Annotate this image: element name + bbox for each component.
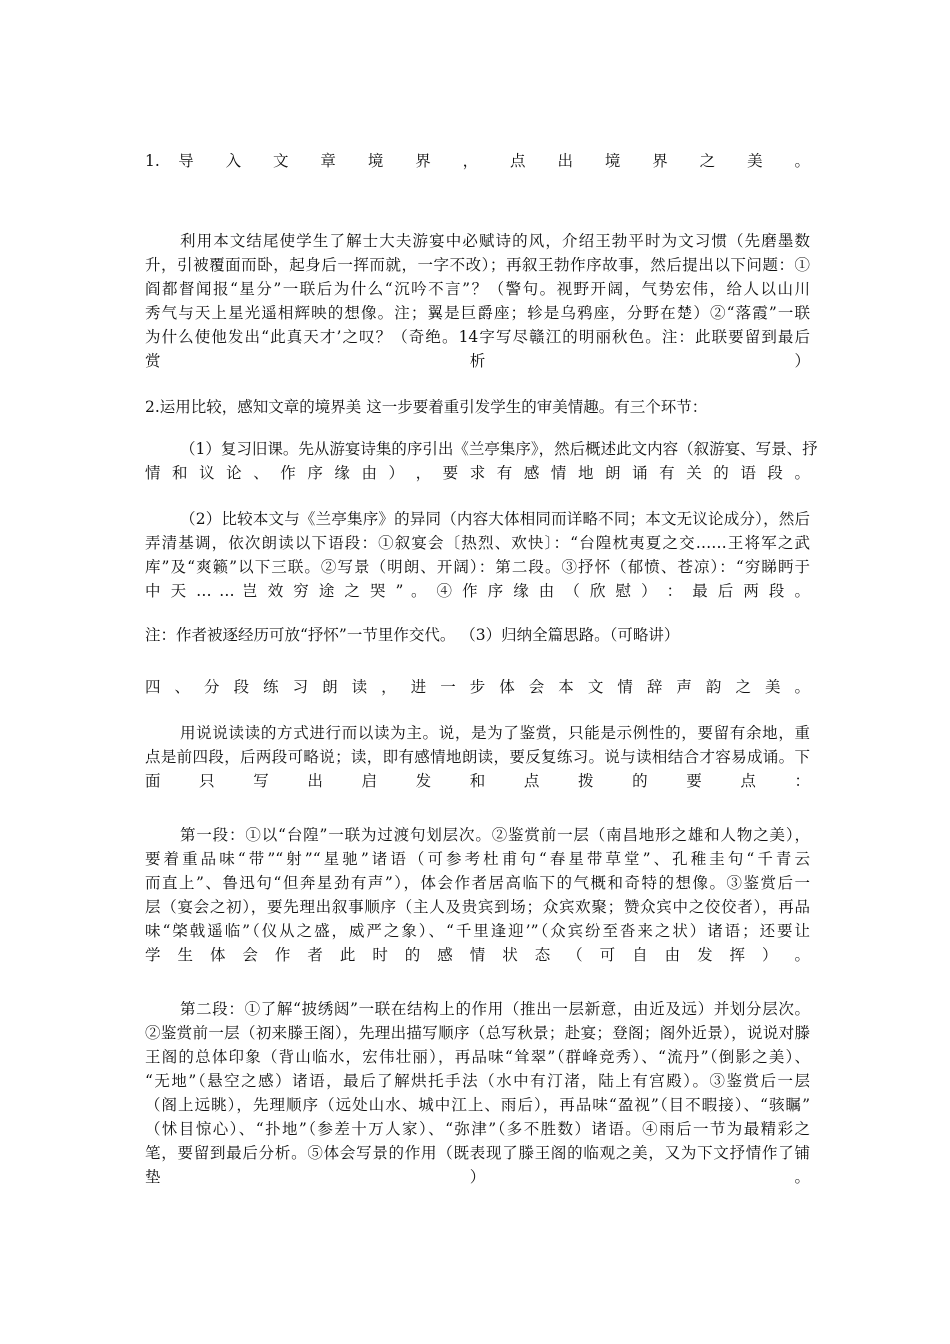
paragraph-line: 要着重品味“带”“射”“星驰”诸语（可参考杜甫句“春星带草堂”、孔稚圭句“千青云 xyxy=(145,850,810,868)
paragraph-line: 用说说读读的方式进行而以读为主。说，是为了鉴赏，只能是示例性的，要留有余地，重 xyxy=(180,724,810,742)
paragraph-line: 秀气与天上星光遥相辉映的想像。注；翼是巨爵座；轸是乌鸦座，分野在楚）②“落霞”一联 xyxy=(145,304,810,322)
paragraph-line: 升，引被覆面而卧，起身后一挥而就，一字不改）；再叙王勃作序故事，然后提出以下问题：① xyxy=(145,256,810,274)
paragraph-line: 王阁的总体印象（背山临水，宏伟壮丽），再品味“耸翠”（群峰竞秀）、“流丹”（倒影之美）、 xyxy=(145,1048,810,1066)
paragraph-line: 库”及“爽籁”以下三联。②写景（明朗、开阔）：第二段。③抒怀（郁愤、苍凉）：“穷睇眄于 xyxy=(145,558,810,576)
paragraph-line: 笔，要留到最后分析。⑤体会写景的作用（既表现了滕王阁的临观之美，又为下文抒情作了铺 xyxy=(145,1144,810,1162)
paragraph-line: （阁上远眺），先理顺序（远处山水、城中江上、雨后），再品味“盈视”（目不暇接）、“骇瞩” xyxy=(145,1096,810,1114)
paragraph-line: 学 生 体 会 作 者 此 时 的 感 情 状 态 （ 可 自 由 发 挥 ） 。 xyxy=(145,946,810,964)
paragraph-line: 第二段：①了解“披绣闼”一联在结构上的作用（推出一层新意，由近及远）并划分层次。 xyxy=(180,1000,810,1018)
paragraph-line: 层（宴会之初），要先理出叙事顺序（主人及贵宾到场；众宾欢聚；赞众宾中之佼佼者），再品 xyxy=(145,898,810,916)
paragraph-line: 点是前四段，后两段可略说；读，即有感情地朗读，要反复练习。说与读相结合才容易成诵。下 xyxy=(145,748,810,766)
paragraph-line: 而直上”、鲁迅句“但奔星劲有声”），体会作者居高临下的气概和奇特的想像。③鉴赏后一 xyxy=(145,874,810,892)
paragraph-line: 垫 ） 。 xyxy=(145,1168,810,1186)
paragraph-line: 弄清基调，依次朗读以下语段：①叙宴会〔热烈、欢快〕：“台隍枕夷夏之交……王将军之武 xyxy=(145,534,810,552)
section-heading-1: 1. 导 入 文 章 境 界 ， 点 出 境 界 之 美 。 xyxy=(145,152,810,170)
paragraph-line: 利用本文结尾使学生了解士大夫游宴中必赋诗的风，介绍王勃平时为文习惯（先磨墨数 xyxy=(180,232,810,250)
section-heading-2: 2.运用比较，感知文章的境界美 这一步要着重引发学生的审美情趣。有三个环节： xyxy=(145,398,708,416)
paragraph-line: （2）比较本文与《兰亭集序》的异同（内容大体相同而详略不同；本文无议论成分），然后 xyxy=(180,510,810,528)
paragraph-line: 为什么使他发出“此真天才’之叹？（奇绝。14字写尽赣江的明丽秋色。注：此联要留到最后 xyxy=(145,328,810,346)
note-line: 注：作者被逐经历可放“抒怀”一节里作交代。 （3）归纳全篇思路。（可略讲） xyxy=(145,626,680,644)
paragraph-line: （怵目惊心）、“扑地”（参差十万人家）、“弥津”（多不胜数）诸语。④雨后一节为最精彩之 xyxy=(145,1120,810,1138)
paragraph-line: 阎都督闻报“星分”一联后为什么“沉吟不言”？（警句。视野开阔，气势宏伟，给人以山川 xyxy=(145,280,810,298)
paragraph-line: “无地”（悬空之感）诸语，最后了解烘托手法（水中有汀渚，陆上有宫殿）。③鉴赏后一层 xyxy=(145,1072,810,1090)
paragraph-line: 面 只 写 出 启 发 和 点 拨 的 要 点 ： xyxy=(145,772,811,790)
paragraph-line: ②鉴赏前一层（初来滕王阁），先理出描写顺序（总写秋景；赴宴；登阁；阁外近景），说说对滕 xyxy=(145,1024,810,1042)
section-heading-3: 四 、 分 段 练 习 朗 读 ， 进 一 步 体 会 本 文 情 辞 声 韵 之 美 。 xyxy=(145,678,810,696)
paragraph-line: 味“棨戟遥临”（仪从之盛，威严之象）、“千里逢迎’”（众宾纷至沓来之状）诸语；还要让 xyxy=(145,922,810,940)
paragraph-line: 第一段：①以“台隍”一联为过渡句划层次。②鉴赏前一层（南昌地形之雄和人物之美）， xyxy=(180,826,810,844)
paragraph-line: 中 天 … … 岂 效 穷 途 之 哭 ” 。 ④ 作 序 缘 由 （ 欣 慰 ） ： 最 后 两 段 。 xyxy=(145,582,810,600)
paragraph-line: 赏 析 ） xyxy=(145,352,810,370)
paragraph-line: （1）复习旧课。先从游宴诗集的序引出《兰亭集序》，然后概述此文内容（叙游宴、写景、抒 xyxy=(180,440,818,458)
paragraph-line: 情 和 议 论 、 作 序 缘 由 ） ， 要 求 有 感 情 地 朗 诵 有 关 的 语 段 。 xyxy=(145,464,811,482)
